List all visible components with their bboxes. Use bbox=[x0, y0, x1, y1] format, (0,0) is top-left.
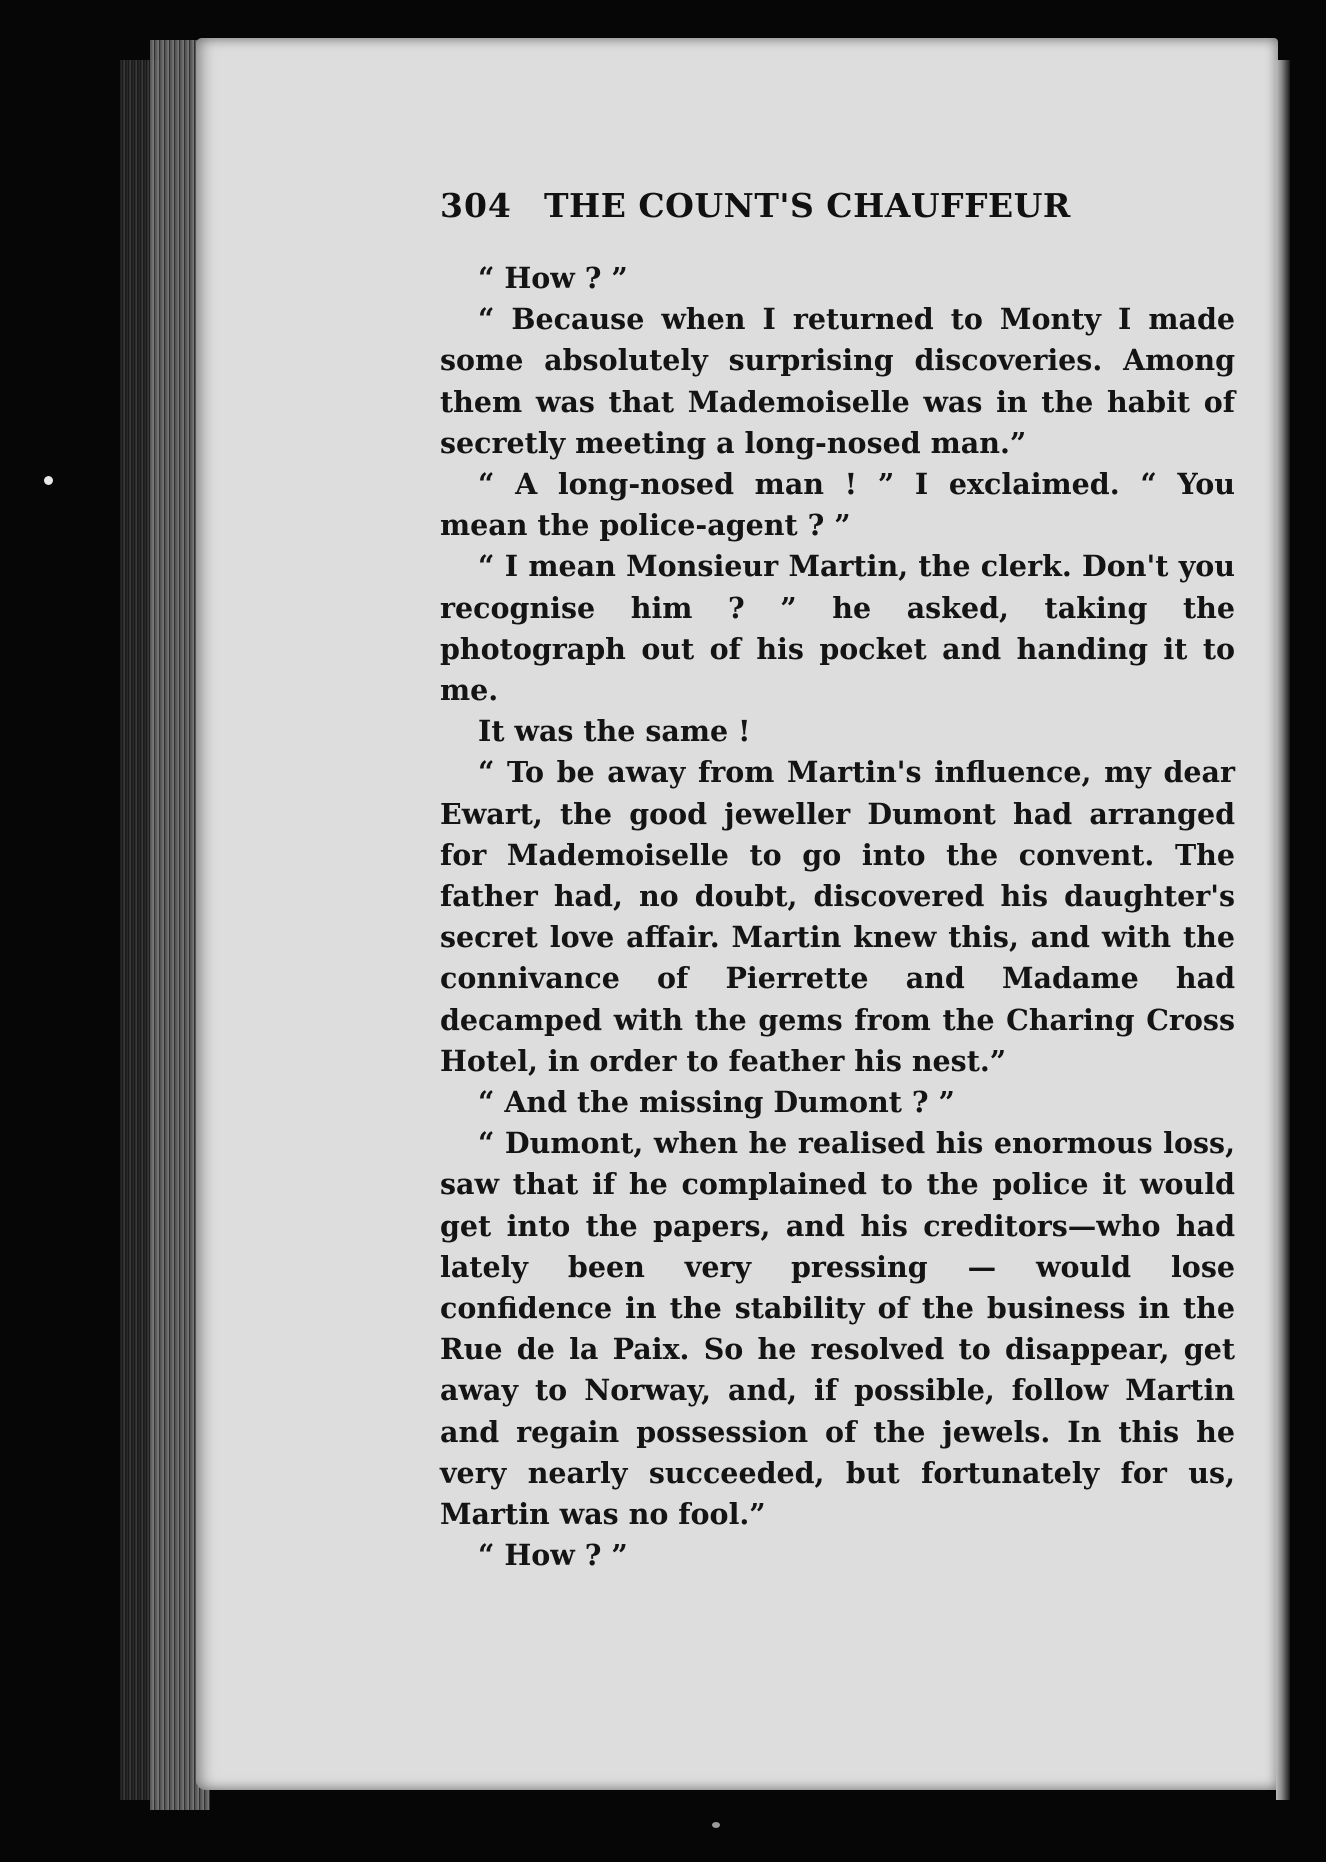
paragraph: It was the same ! bbox=[478, 714, 751, 749]
running-head bbox=[440, 186, 1120, 236]
running-title: THE COUNT'S CHAUFFEUR bbox=[544, 186, 1071, 225]
body-text bbox=[440, 258, 1235, 1577]
book-right-edge bbox=[1276, 60, 1290, 1800]
paragraph: “ To be away from Martin's influence, my dear Ewart, the good jeweller Dumont had arranged for Mademoiselle to go into the convent. The father had, no doubt, discovered his daughter's secret love affair. Martin knew this, and with the connivance of Pierrette and Madame had decamped with the gems from the Charing Cross Hotel, in order to feather his nest.” bbox=[440, 755, 1235, 1078]
paragraph: “ I mean Monsieur Martin, the clerk. Don't you recognise him ? ” he asked, taking the photograph out of his pocket and handing it to me. bbox=[440, 549, 1235, 708]
page-number: 304 bbox=[440, 186, 512, 225]
paragraph: “ Because when I returned to Monty I made some absolutely surprising discoveries. Among them was that Mademoiselle was in the habit of secretly meeting a long-nosed man.” bbox=[440, 302, 1235, 460]
paragraph: “ How ? ” bbox=[478, 261, 628, 295]
dust-speck bbox=[712, 1822, 720, 1828]
dust-speck bbox=[44, 476, 53, 485]
paragraph: “ A long-nosed man ! ” I exclaimed. “ You mean the police-agent ? ” bbox=[440, 467, 1235, 543]
paragraph: “ And the missing Dumont ? ” bbox=[478, 1085, 955, 1120]
paragraph: “ How ? ” bbox=[478, 1538, 628, 1573]
paragraph: “ Dumont, when he realised his enormous loss, saw that if he complained to the police it would get into the papers, and his creditors—who had lately been very pressing — would lose confidence in the stability of the business in the Rue de la Paix. So he resolved to disappear, get away to Norway, and, if possible, follow Martin and regain possession of the jewels. In this he very nearly succeeded, but fortunately for us, Martin was no fool.” bbox=[440, 1126, 1235, 1532]
